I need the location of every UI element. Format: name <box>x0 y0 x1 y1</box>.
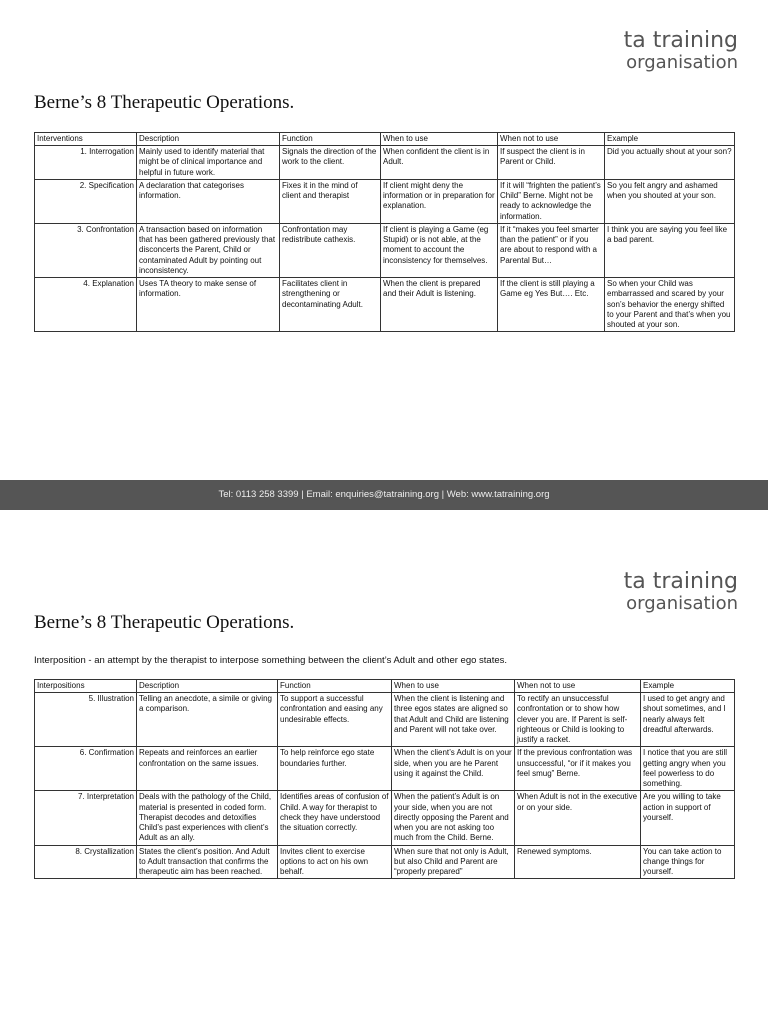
brand-line-1: ta training <box>623 28 738 53</box>
table-cell: 1. Interrogation <box>35 146 137 180</box>
table-row <box>35 223 735 277</box>
column-header: Description <box>137 133 280 146</box>
table-cell: Renewed symptoms. <box>515 845 641 879</box>
brand-logo <box>624 571 738 613</box>
table-row <box>35 179 735 223</box>
table-cell: Signals the direction of the work to the client. <box>280 146 381 180</box>
table-cell: States the client’s position. And Adult to Adult transaction that confirms the therapeutic aim has been reached. <box>137 845 278 879</box>
table-cell: Telling an anecdote, a simile or giving a comparison. <box>137 693 278 747</box>
table-cell: 5. Illustration <box>35 693 137 747</box>
page-title: Berne’s 8 Therapeutic Operations. <box>34 612 295 633</box>
table-cell: Fixes it in the mind of client and therapist <box>280 179 381 223</box>
column-header: Example <box>641 680 735 693</box>
column-header: Interpositions <box>35 680 137 693</box>
table-header-row <box>35 680 735 693</box>
intro-text: Interposition - an attempt by the therapist to interpose something between the client’s Adult and other ego states. <box>34 655 508 666</box>
table-cell: When the client is listening and three egos states are aligned so that Adult and Child are listening and Parent will not take over. <box>392 693 515 747</box>
table-cell: When confident the client is in Adult. <box>381 146 498 180</box>
table-cell: You can take action to change things for yourself. <box>641 845 735 879</box>
table-cell: Mainly used to identify material that might be of clinical importance and helpful in future work. <box>137 146 280 180</box>
column-header: Function <box>280 133 381 146</box>
table-cell: A transaction based on information that has been gathered previously that disconcerts the Parent, Child or contaminated Adult by pointing out inconsistency. <box>137 223 280 277</box>
table-row <box>35 278 735 332</box>
table-row <box>35 791 735 845</box>
table-cell: If it will “frighten the patient’s Child” Berne. Might not be ready to acknowledge the information. <box>498 179 605 223</box>
table-row <box>35 693 735 747</box>
table-cell: So when your Child was embarrassed and scared by your son’s behavior the energy shifted to your Parent and that’s when you shouted at your son. <box>605 278 735 332</box>
table-cell: When the client is prepared and their Adult is listening. <box>381 278 498 332</box>
column-header: Description <box>137 680 278 693</box>
table-cell: Repeats and reinforces an earlier confrontation on the same issues. <box>137 747 278 791</box>
table-cell: 2. Specification <box>35 179 137 223</box>
table-cell: If client might deny the information or in preparation for explanation. <box>381 179 498 223</box>
table-cell: To support a successful confrontation and easing any undesirable effects. <box>278 693 392 747</box>
column-header: Interventions <box>35 133 137 146</box>
table-cell: 7. Interpretation <box>35 791 137 845</box>
table-cell: When sure that not only is Adult, but also Child and Parent are “properly prepared” <box>392 845 515 879</box>
table-header-row <box>35 133 735 146</box>
table-cell: Invites client to exercise options to act on his own behalf. <box>278 845 392 879</box>
table-cell: So you felt angry and ashamed when you shouted at your son. <box>605 179 735 223</box>
column-header: When to use <box>392 680 515 693</box>
column-header: Function <box>278 680 392 693</box>
table-cell: I used to get angry and shout sometimes, and I nearly always felt dreadful afterwards. <box>641 693 735 747</box>
table-cell: If it “makes you feel smarter than the patient” or if you are about to respond with a Parental But… <box>498 223 605 277</box>
table-cell: When Adult is not in the executive or on your side. <box>515 791 641 845</box>
table-cell: Did you actually shout at your son? <box>605 146 735 180</box>
table-cell: When the patient’s Adult is on your side, when you are not directly opposing the Parent and when you are not asking too much from the Child. Berne. <box>392 791 515 845</box>
brand-line-2: organisation <box>626 52 738 73</box>
table-row <box>35 747 735 791</box>
brand-line-2: organisation <box>626 593 738 614</box>
brand-line-1: ta training <box>623 569 738 594</box>
table-cell: Identifies areas of confusion of Child. A way for therapist to check they have understood the situation correctly. <box>278 791 392 845</box>
operations-table <box>34 132 735 332</box>
table-cell: Are you willing to take action in support of yourself. <box>641 791 735 845</box>
table-cell: To rectify an unsuccessful confrontation or to show how clever you are. If Parent is self-righteous or Child is looking to justify a racket. <box>515 693 641 747</box>
table-cell: A declaration that categorises information. <box>137 179 280 223</box>
brand-logo <box>624 30 738 72</box>
column-header: Example <box>605 133 735 146</box>
footer-contact-bar: Tel: 0113 258 3399 | Email: enquiries@tatraining.org | Web: www.tatraining.org <box>0 480 768 510</box>
table-row <box>35 845 735 879</box>
table-cell: 6. Confirmation <box>35 747 137 791</box>
page-2 <box>0 511 768 1024</box>
table-row <box>35 146 735 180</box>
table-cell: Facilitates client in strengthening or decontaminating Adult. <box>280 278 381 332</box>
table-cell: If client is playing a Game (eg Stupid) or is not able, at the moment to account the inconsistency for themselves. <box>381 223 498 277</box>
column-header: When to use <box>381 133 498 146</box>
page-1 <box>0 0 768 480</box>
table-cell: I notice that you are still getting angry when you feel powerless to do something. <box>641 747 735 791</box>
column-header: When not to use <box>498 133 605 146</box>
table-cell: If suspect the client is in Parent or Child. <box>498 146 605 180</box>
table-cell: 4. Explanation <box>35 278 137 332</box>
table-cell: Deals with the pathology of the Child, material is presented in coded form. Therapist decodes and detoxifies Child’s past experiences with client’s Adult as an ally. <box>137 791 278 845</box>
page-title: Berne’s 8 Therapeutic Operations. <box>34 92 295 113</box>
table-cell: If the previous confrontation was unsuccessful, “or if it makes you feel smug” Berne. <box>515 747 641 791</box>
table-cell: 8. Crystallization <box>35 845 137 879</box>
table-cell: Confrontation may redistribute cathexis. <box>280 223 381 277</box>
table-cell: 3. Confrontation <box>35 223 137 277</box>
column-header: When not to use <box>515 680 641 693</box>
table-cell: To help reinforce ego state boundaries further. <box>278 747 392 791</box>
table-cell: When the client’s Adult is on your side, when you are he Parent using it against the Child. <box>392 747 515 791</box>
table-cell: Uses TA theory to make sense of information. <box>137 278 280 332</box>
table-cell: I think you are saying you feel like a bad parent. <box>605 223 735 277</box>
interpositions-table <box>34 679 735 879</box>
table-cell: If the client is still playing a Game eg Yes But…. Etc. <box>498 278 605 332</box>
